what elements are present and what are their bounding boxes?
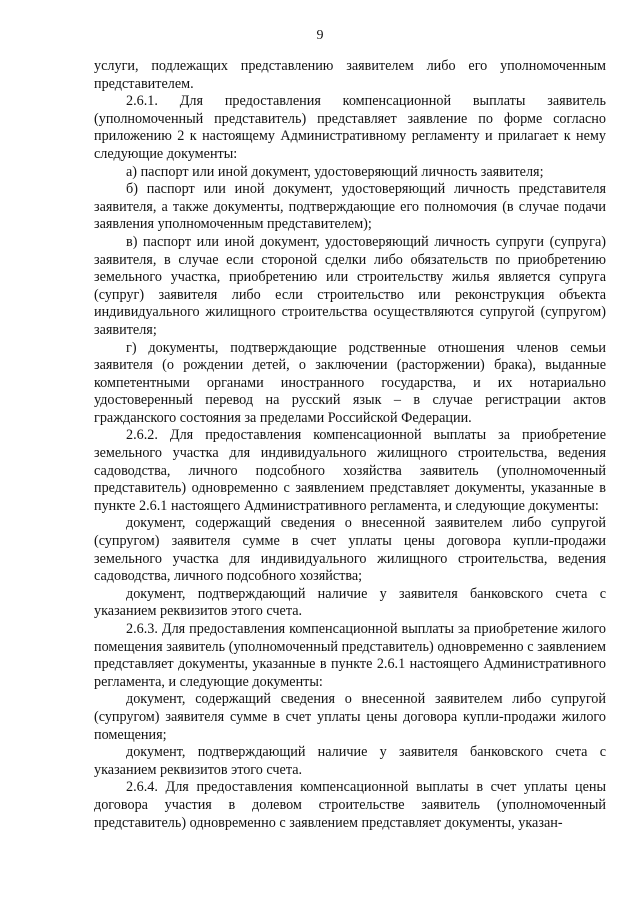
paragraph-continuation: услуги, подлежащих представлению заявителем либо его уполномоченным представителем. <box>94 58 606 92</box>
paragraph-2-6-3-doc-1: документ, содержащий сведения о внесенной заявителем либо супругой (супругом) заявителя сумме в счет уплаты цены договора купли-продажи жилого помещения; <box>94 691 606 743</box>
paragraph-2-6-3-doc-2: документ, подтверждающий наличие у заявителя банковского счета с указанием реквизитов этого счета. <box>94 744 606 778</box>
paragraph-2-6-3: 2.6.3. Для предоставления компенсационной выплаты за приобретение жилого помещения заявитель (уполномоченный представитель) одновременно с заявлением представляет документы, указанные в пункте 2.6.1 настоящего Административного регламента, и следующие документы: <box>94 621 606 690</box>
paragraph-2-6-2-doc-1: документ, содержащий сведения о внесенной заявителем либо супругой (супругом) заявителя сумме в счет уплаты цены договора купли-продажи земельного участка для индивидуального жилищного строительства, ведения садоводства, личного подсобного хозяйства; <box>94 515 606 585</box>
list-item-g: г) документы, подтверждающие родственные отношения членов семьи заявителя (о рождении детей, о заключении (расторжении) брака), выданные компетентными органами иностранного государства, и их нотариально удостоверенный перевод на русский язык – в случае регистрации актов гражданского состояния за пределами Российской Федерации. <box>94 339 606 426</box>
document-body <box>94 58 606 832</box>
page-number: 9 <box>316 28 324 43</box>
paragraph-2-6-4: 2.6.4. Для предоставления компенсационной выплаты в счет уплаты цены договора участия в долевом строительстве заявитель (уполномоченный представитель) одновременно с заявлением представляет документы, указан- <box>94 779 606 831</box>
paragraph-2-6-2: 2.6.2. Для предоставления компенсационной выплаты за приобретение земельного участка для индивидуального жилищного строительства, ведения садоводства, личного подсобного хозяйства заявитель (уполномоченный представитель) одновременно с заявлением представляет документы, указанные в пункте 2.6.1 настоящего Административного регламента, и следующие документы: <box>94 427 606 514</box>
list-item-b: б) паспорт или иной документ, удостоверяющий личность представителя заявителя, а также документы, подтверждающие его полномочия (в случае подачи заявления уполномоченным представителем); <box>94 181 606 233</box>
paragraph-2-6-2-doc-2: документ, подтверждающий наличие у заявителя банковского счета с указанием реквизитов этого счета. <box>94 585 606 620</box>
paragraph-2-6-1: 2.6.1. Для предоставления компенсационной выплаты заявитель (уполномоченный представитель) представляет заявление по форме согласно приложению 2 к настоящему Административному регламенту и прилагает к нему следующие документы: <box>94 93 606 162</box>
list-item-a: а) паспорт или иной документ, удостоверяющий личность заявителя; <box>126 163 544 180</box>
list-item-v: в) паспорт или иной документ, удостоверяющий личность супруги (супруга) заявителя, в случае если стороной сделки либо обязательств по приобретению земельного участка, приобретению или строительству жилья является супруга (супруг) заявителя либо если строительство или реконструкция объекта индивидуального жилищного строительства осуществляются супругой (супругом) заявителя; <box>94 233 606 338</box>
